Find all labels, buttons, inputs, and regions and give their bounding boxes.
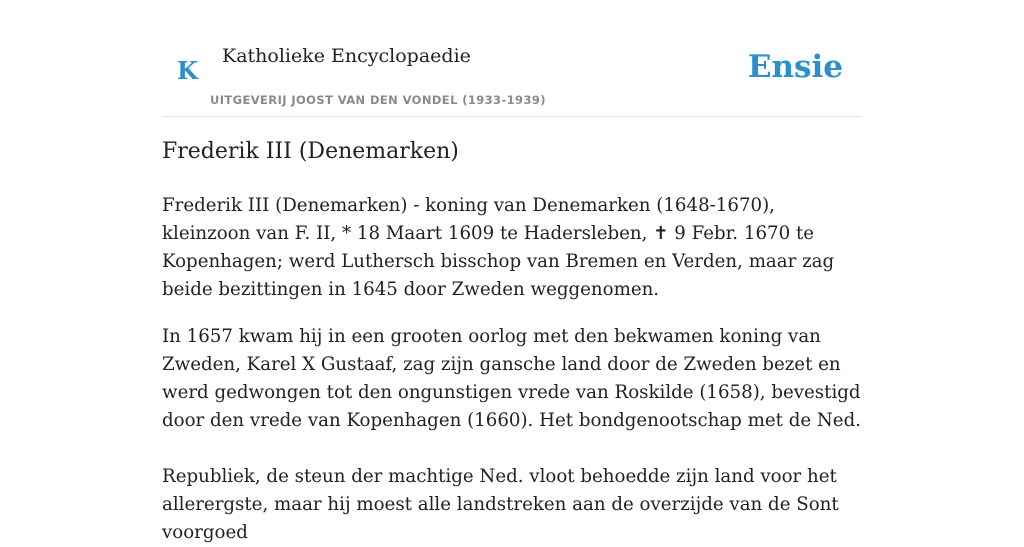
ensie-logo-link[interactable]: Ensie bbox=[747, 49, 843, 85]
article-paragraph: In 1657 kwam hij in een grooten oorlog met den bekwamen koning van Zweden, Karel X Gustaaf, zag zijn gansche land door de Zweden bezet en werd gedwongen tot den ongunstigen vrede van Roskilde (1658), bevestigd door den vrede van Kopenhagen (1660). Het bondgenootschap met de Ned. bbox=[162, 326, 861, 431]
site-header bbox=[162, 0, 862, 117]
article-paragraph: Republiek, de steun der machtige Ned. vloot behoedde zijn land voor het allerergste, maar hij moest alle landstreken aan de overzijde van de Sont voorgoed bbox=[162, 466, 839, 543]
publisher-label: UITGEVERIJ JOOST VAN DEN VONDEL (1933-1939) bbox=[210, 93, 546, 107]
article-title: Frederik III (Denemarken) bbox=[162, 139, 459, 164]
encyclopedia-title[interactable]: Katholieke Encyclopaedie bbox=[222, 45, 471, 67]
article-body bbox=[162, 192, 864, 547]
encyclopedia-logo[interactable]: K bbox=[177, 56, 198, 85]
article-paragraph: Frederik III (Denemarken) - koning van Denemarken (1648-1670), kleinzoon van F. II, * 18 Maart 1609 te Hadersleben, ✝ 9 Febr. 1670 te Kopenhagen; werd Luthersch bisschop van Bremen en Verden, maar zag beide bezittingen in 1645 door Zweden weggenomen. bbox=[162, 195, 835, 300]
